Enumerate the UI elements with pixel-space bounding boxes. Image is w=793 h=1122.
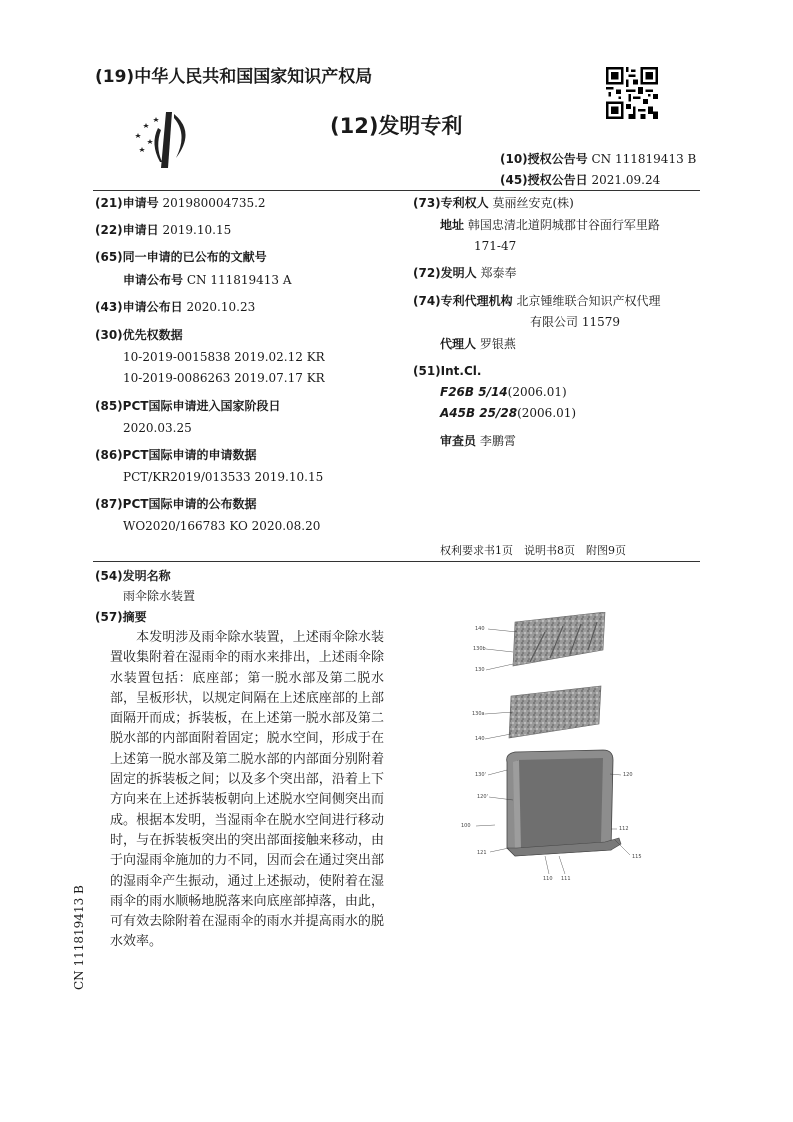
figure-label-111: 111 (561, 876, 571, 882)
patentee-row (413, 195, 574, 211)
patent-figure (455, 612, 665, 902)
publication-number-row (123, 272, 292, 288)
figure-label-120-prime: 120' (477, 794, 488, 800)
address-line-1: 韩国忠清北道阴城郡甘谷面行军里路 (467, 218, 660, 232)
int-cl-label: (51)Int.Cl. (413, 364, 482, 378)
figure-label-140-top: 140 (475, 626, 485, 632)
same-application-label: (65)同一申请的已公布的文献号 (95, 250, 267, 264)
ipc-code-1: F26B 5/14 (440, 385, 508, 399)
agency-line-2: 有限公司 11579 (530, 315, 620, 329)
publication-number-label: 申请公布号 (123, 273, 184, 287)
grant-number-label: (10)授权公告号 (500, 152, 588, 166)
ipc-class-1 (440, 384, 567, 400)
divider-top (93, 190, 700, 191)
grant-date-row (500, 171, 660, 188)
examiner-label: 审查员 (440, 434, 477, 448)
invention-title-label: (54)发明名称 (95, 569, 171, 583)
figure-label-130: 130 (475, 667, 485, 673)
grant-number-row (500, 150, 696, 167)
publication-date-row (95, 299, 255, 315)
grant-date: 2021.09.24 (591, 173, 661, 187)
address-line-2: 171-47 (474, 239, 517, 253)
invention-title: 雨伞除水装置 (123, 589, 196, 603)
stand-body (507, 750, 621, 856)
agency-line-1: 北京锺维联合知识产权代理 (516, 294, 661, 308)
patentee-label: (73)专利权人 (413, 196, 489, 210)
upper-pad (513, 612, 605, 666)
ipc-version-1: (2006.01) (507, 385, 567, 399)
figure-label-100: 100 (461, 823, 471, 829)
figure-label-110: 110 (543, 876, 553, 882)
abstract-text: 本发明涉及雨伞除水装置，上述雨伞除水装置收集附着在湿雨伞的雨水来排出，上述雨伞除水装置包括：底座部；第一脱水部及第二脱水部，呈板形状，以规定间隔在上述底座部的上部面隔开而成；拆装板，在上述第一脱水部及第二脱水部的内部面附着固定；脱水空间，形成于在上述第一脱水部及第二脱水部的内部面分别附着固定的拆装板之间；以及多个突出部，沿着上下方向来在上述拆装板朝向上述脱水空间侧突出而成。根据本发明，当湿雨伞在脱水空间进行移动时，与在拆装板突出的突出部面接触来移动，由于向湿雨伞施加的力不同，因而会在通过突出部的湿雨伞产生振动，通过上述振动，使附着在湿雨伞的雨水顺畅地脱落来向底座部掉落，由此，可有效去除附着在湿雨伞的雨水并提高雨水的脱水效率。 (110, 630, 384, 950)
pct-entry-date: 2020.03.25 (123, 421, 192, 435)
examiner: 李鹏霄 (479, 434, 516, 448)
agency-row (413, 293, 661, 309)
address-row (440, 217, 660, 233)
divider-bottom (93, 561, 700, 562)
examiner-row (440, 433, 516, 449)
grant-date-label: (45)授权公告日 (500, 173, 588, 187)
application-number: 201980004735.2 (162, 196, 266, 210)
pct-application-label: (86)PCT国际申请的申请数据 (95, 448, 257, 462)
figure-label-140-mid: 140 (475, 736, 485, 742)
publication-date: 2020.10.23 (186, 300, 256, 314)
abstract-label: (57)摘要 (95, 610, 147, 624)
agent-row (440, 336, 516, 352)
pct-publication-label: (87)PCT国际申请的公布数据 (95, 497, 257, 511)
issuing-office: (19)中华人民共和国国家知识产权局 (95, 67, 373, 87)
figure-label-121: 121 (477, 850, 487, 856)
inventor-label: (72)发明人 (413, 266, 477, 280)
lower-pad (509, 686, 601, 738)
application-date: 2019.10.15 (162, 223, 232, 237)
priority-label: (30)优先权数据 (95, 328, 183, 342)
agency-label: (74)专利代理机构 (413, 294, 513, 308)
figure-label-130-prime: 130' (475, 772, 486, 778)
publication-number: CN 111819413 A (186, 273, 292, 287)
inventor-row (413, 265, 517, 281)
publication-date-label: (43)申请公布日 (95, 300, 183, 314)
grant-number: CN 111819413 B (591, 152, 697, 166)
qr-code-icon (606, 67, 658, 119)
application-date-row (95, 222, 231, 238)
figure-label-112: 112 (619, 826, 629, 832)
figure-label-130b: 130b (473, 646, 486, 652)
agent-label: 代理人 (440, 337, 477, 351)
side-patent-number: CN 111819413 B (72, 885, 86, 990)
application-number-label: (21)申请号 (95, 196, 159, 210)
priority-entry-1: 10-2019-0015838 2019.02.12 KR (123, 350, 325, 364)
figure-label-115: 115 (632, 854, 642, 860)
cnipa-logo-icon (128, 108, 198, 170)
application-number-row (95, 195, 266, 211)
ipc-version-2: (2006.01) (517, 406, 577, 420)
inventor: 郑泰奉 (480, 266, 517, 280)
address-label: 地址 (440, 218, 465, 232)
pct-publication-data: WO2020/166783 KO 2020.08.20 (123, 519, 321, 533)
pct-application-data: PCT/KR2019/013533 2019.10.15 (123, 470, 324, 484)
application-date-label: (22)申请日 (95, 223, 159, 237)
ipc-class-2 (440, 405, 576, 421)
page-counts: 权利要求书1页 说明书8页 附图9页 (440, 544, 626, 557)
agent: 罗银燕 (479, 337, 516, 351)
document-type: (12)发明专利 (330, 114, 463, 138)
patentee: 莫丽丝安克(株) (492, 196, 574, 210)
figure-label-120: 120 (623, 772, 633, 778)
figure-label-130a: 130a (472, 711, 485, 717)
priority-entry-2: 10-2019-0086263 2019.07.17 KR (123, 371, 325, 385)
ipc-code-2: A45B 25/28 (440, 406, 518, 420)
pct-entry-label: (85)PCT国际申请进入国家阶段日 (95, 399, 281, 413)
